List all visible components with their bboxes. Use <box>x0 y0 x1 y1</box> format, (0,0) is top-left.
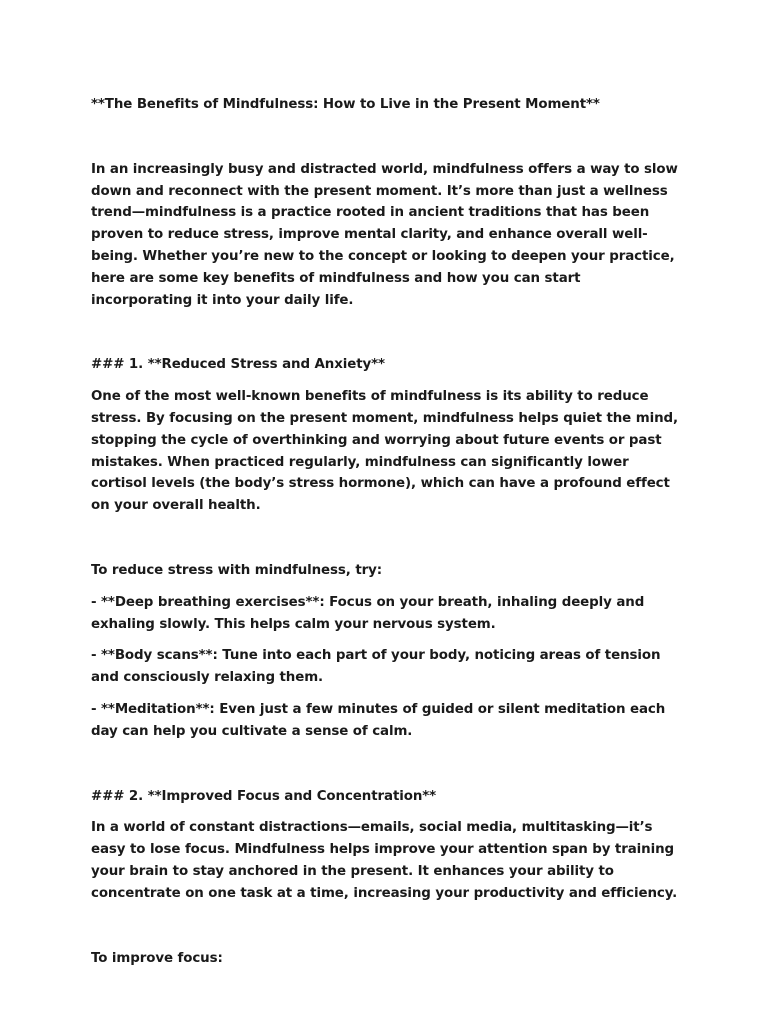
section-body-focus: In a world of constant distractions—emails, social media, multitasking—it’s easy to lose focus. Mindfulness helps improve your attention span by training your brain to stay anchored in the present. It enhances your ability to concentrate on one task at a time, increasing your productivity and efficiency. <box>91 820 678 901</box>
bullet-item-meditation: - **Meditation**: Even just a few minutes of guided or silent meditation each day can help you cultivate a sense of calm. <box>91 701 666 739</box>
section-heading-stress: ### 1. **Reduced Stress and Anxiety** <box>91 357 385 373</box>
intro-paragraph: In an increasingly busy and distracted world, mindfulness offers a way to slow down and reconnect with the present moment. It’s more than just a wellness trend—mindfulness is a practice rooted in ancient traditions that has been proven to reduce stress, improve mental clarity, and enhance overall well-being. Whether you’re new to the concept or looking to deepen your practice, here are some key benefits of mindfulness and how you can start incorporating it into your daily life. <box>91 161 678 308</box>
section-lead-focus: To improve focus: <box>91 950 223 966</box>
document-content <box>91 94 683 979</box>
bullet-item-deep-breathing: - **Deep breathing exercises**: Focus on your breath, inhaling deeply and exhaling slowly. This helps calm your nervous system. <box>91 594 645 632</box>
section-body-stress: One of the most well-known benefits of mindfulness is its ability to reduce stress. By focusing on the present moment, mindfulness helps quiet the mind, stopping the cycle of overthinking and worrying about future events or past mistakes. When practiced regularly, mindfulness can significantly lower cortisol levels (the body’s stress hormone), which can have a profound effect on your overall health. <box>91 389 678 514</box>
document-title: **The Benefits of Mindfulness: How to Live in the Present Moment** <box>91 97 600 112</box>
section-lead-stress: To reduce stress with mindfulness, try: <box>91 562 383 578</box>
section-heading-focus: ### 2. **Improved Focus and Concentration** <box>91 788 437 804</box>
bullet-item-body-scans: - **Body scans**: Tune into each part of your body, noticing areas of tension and consciously relaxing them. <box>91 648 661 686</box>
